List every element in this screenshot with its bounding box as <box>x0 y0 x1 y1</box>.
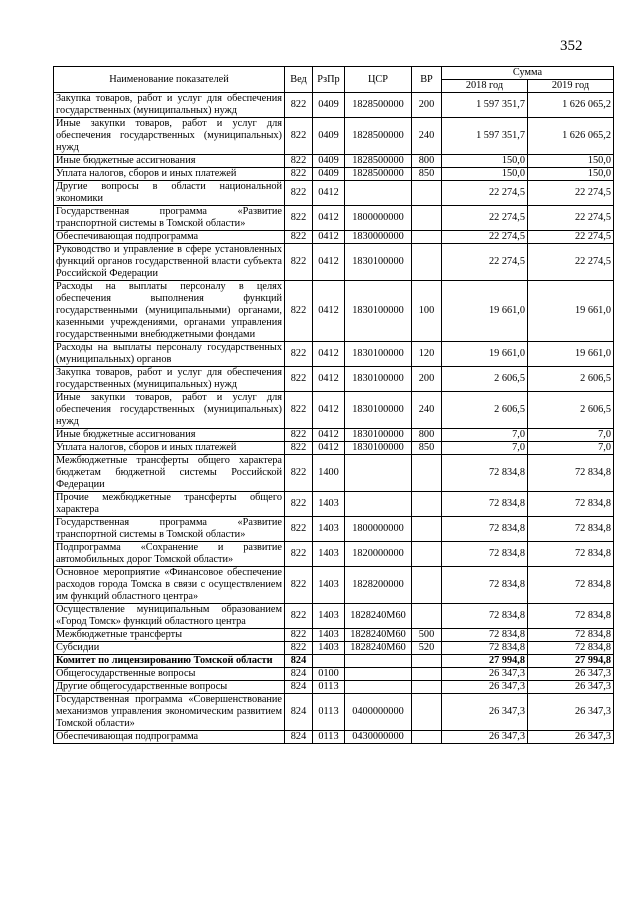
table-row <box>54 231 614 244</box>
row-name: Комитет по лицензированию Томской области <box>54 655 285 668</box>
row-vr: 240 <box>412 392 442 429</box>
row-sum-2019: 26 347,3 <box>528 694 614 731</box>
row-csr: 1828240М60 <box>345 629 412 642</box>
row-name: Расходы на выплаты персоналу в целях обеспечения выполнения функций государственными (муниципальными) органами, казенными учреждениями, органами управления государственными внебюджетными фондами <box>54 281 285 342</box>
row-csr: 1830100000 <box>345 442 412 455</box>
table-row <box>54 542 614 567</box>
row-sum-2019: 22 274,5 <box>528 181 614 206</box>
row-rzpr: 0409 <box>313 118 345 155</box>
row-csr <box>345 681 412 694</box>
row-sum-2019: 7,0 <box>528 429 614 442</box>
row-rzpr: 0412 <box>313 392 345 429</box>
row-ved: 822 <box>285 168 313 181</box>
table-row <box>54 681 614 694</box>
row-rzpr: 0412 <box>313 281 345 342</box>
row-csr <box>345 455 412 492</box>
row-rzpr: 0412 <box>313 367 345 392</box>
row-name: Иные закупки товаров, работ и услуг для обеспечения государственных (муниципальных) нужд <box>54 118 285 155</box>
row-vr <box>412 517 442 542</box>
row-vr <box>412 542 442 567</box>
row-ved: 822 <box>285 155 313 168</box>
row-name: Обеспечивающая подпрограмма <box>54 231 285 244</box>
table-row <box>54 429 614 442</box>
row-ved: 822 <box>285 281 313 342</box>
row-sum-2019: 1 626 065,2 <box>528 93 614 118</box>
row-vr <box>412 181 442 206</box>
row-sum-2018: 26 347,3 <box>442 731 528 744</box>
row-ved: 822 <box>285 442 313 455</box>
row-rzpr: 0409 <box>313 155 345 168</box>
row-csr: 1830100000 <box>345 244 412 281</box>
row-name: Государственная программа «Совершенствование механизмов управления экономическим развитием Томской области» <box>54 694 285 731</box>
row-ved: 822 <box>285 118 313 155</box>
row-sum-2019: 72 834,8 <box>528 542 614 567</box>
row-rzpr: 0113 <box>313 694 345 731</box>
row-csr: 1830000000 <box>345 231 412 244</box>
row-sum-2019: 150,0 <box>528 155 614 168</box>
row-ved: 822 <box>285 567 313 604</box>
row-ved: 822 <box>285 244 313 281</box>
row-vr <box>412 206 442 231</box>
header-year-2019: 2019 год <box>528 80 614 93</box>
row-name: Государственная программа «Развитие транспортной системы в Томской области» <box>54 206 285 231</box>
row-ved: 822 <box>285 604 313 629</box>
row-rzpr: 0113 <box>313 681 345 694</box>
row-vr: 850 <box>412 168 442 181</box>
row-csr <box>345 655 412 668</box>
row-rzpr: 1403 <box>313 629 345 642</box>
table-row <box>54 442 614 455</box>
header-name: Наименование показателей <box>54 67 285 93</box>
row-ved: 822 <box>285 231 313 244</box>
row-sum-2019: 19 661,0 <box>528 281 614 342</box>
row-sum-2018: 22 274,5 <box>442 231 528 244</box>
budget-table <box>53 66 614 744</box>
row-rzpr: 1403 <box>313 567 345 604</box>
row-name: Уплата налогов, сборов и иных платежей <box>54 442 285 455</box>
row-csr: 1830100000 <box>345 367 412 392</box>
row-csr: 1820000000 <box>345 542 412 567</box>
table-row <box>54 168 614 181</box>
page-number: 352 <box>560 38 583 54</box>
table-row <box>54 694 614 731</box>
row-sum-2019: 72 834,8 <box>528 604 614 629</box>
row-ved: 822 <box>285 206 313 231</box>
header-year-2018: 2018 год <box>442 80 528 93</box>
row-rzpr: 1403 <box>313 492 345 517</box>
row-rzpr: 0412 <box>313 342 345 367</box>
table-row <box>54 731 614 744</box>
row-rzpr: 1403 <box>313 542 345 567</box>
row-name: Руководство и управление в сфере установленных функций органов государственной власти субъекта Российской Федерации <box>54 244 285 281</box>
row-sum-2019: 72 834,8 <box>528 455 614 492</box>
row-sum-2018: 1 597 351,7 <box>442 93 528 118</box>
row-ved: 824 <box>285 694 313 731</box>
row-rzpr: 0409 <box>313 168 345 181</box>
table-row <box>54 93 614 118</box>
row-name: Субсидии <box>54 642 285 655</box>
table-row <box>54 281 614 342</box>
row-rzpr: 0412 <box>313 244 345 281</box>
row-sum-2018: 26 347,3 <box>442 694 528 731</box>
row-sum-2018: 72 834,8 <box>442 492 528 517</box>
row-sum-2018: 26 347,3 <box>442 681 528 694</box>
row-csr <box>345 492 412 517</box>
row-sum-2018: 150,0 <box>442 155 528 168</box>
table-row <box>54 155 614 168</box>
row-vr: 200 <box>412 367 442 392</box>
row-sum-2019: 22 274,5 <box>528 206 614 231</box>
row-sum-2018: 150,0 <box>442 168 528 181</box>
row-sum-2019: 72 834,8 <box>528 567 614 604</box>
row-vr <box>412 604 442 629</box>
row-ved: 822 <box>285 342 313 367</box>
row-sum-2019: 19 661,0 <box>528 342 614 367</box>
row-csr: 0400000000 <box>345 694 412 731</box>
table-row <box>54 367 614 392</box>
table-row <box>54 567 614 604</box>
row-name: Уплата налогов, сборов и иных платежей <box>54 168 285 181</box>
table-row <box>54 342 614 367</box>
row-rzpr: 0412 <box>313 442 345 455</box>
row-sum-2018: 72 834,8 <box>442 604 528 629</box>
row-vr <box>412 567 442 604</box>
table-row <box>54 668 614 681</box>
row-sum-2018: 72 834,8 <box>442 517 528 542</box>
row-sum-2018: 22 274,5 <box>442 206 528 231</box>
row-csr <box>345 668 412 681</box>
row-name: Прочие межбюджетные трансферты общего характера <box>54 492 285 517</box>
table-row <box>54 392 614 429</box>
row-sum-2019: 26 347,3 <box>528 668 614 681</box>
row-sum-2019: 2 606,5 <box>528 367 614 392</box>
row-sum-2019: 22 274,5 <box>528 244 614 281</box>
row-vr: 240 <box>412 118 442 155</box>
row-name: Государственная программа «Развитие транспортной системы в Томской области» <box>54 517 285 542</box>
header-vr: ВР <box>412 67 442 93</box>
row-name: Подпрограмма «Сохранение и развитие автомобильных дорог Томской области» <box>54 542 285 567</box>
row-ved: 824 <box>285 681 313 694</box>
row-sum-2018: 19 661,0 <box>442 281 528 342</box>
row-sum-2019: 150,0 <box>528 168 614 181</box>
row-name: Иные бюджетные ассигнования <box>54 155 285 168</box>
row-csr: 1828500000 <box>345 118 412 155</box>
row-ved: 822 <box>285 542 313 567</box>
row-csr: 1830100000 <box>345 392 412 429</box>
row-sum-2019: 22 274,5 <box>528 231 614 244</box>
row-ved: 822 <box>285 93 313 118</box>
row-ved: 822 <box>285 429 313 442</box>
row-sum-2019: 27 994,8 <box>528 655 614 668</box>
row-csr: 1800000000 <box>345 206 412 231</box>
row-ved: 824 <box>285 655 313 668</box>
row-csr: 1828240М60 <box>345 604 412 629</box>
row-csr: 1828500000 <box>345 93 412 118</box>
row-sum-2019: 2 606,5 <box>528 392 614 429</box>
row-ved: 822 <box>285 392 313 429</box>
row-name: Закупка товаров, работ и услуг для обеспечения государственных (муниципальных) нужд <box>54 93 285 118</box>
header-rzpr: РзПр <box>313 67 345 93</box>
row-csr: 1828200000 <box>345 567 412 604</box>
row-ved: 822 <box>285 367 313 392</box>
table-row <box>54 492 614 517</box>
header-ved: Вед <box>285 67 313 93</box>
row-vr <box>412 668 442 681</box>
row-ved: 822 <box>285 492 313 517</box>
row-rzpr <box>313 655 345 668</box>
table-row <box>54 604 614 629</box>
row-sum-2019: 72 834,8 <box>528 517 614 542</box>
table-row <box>54 655 614 668</box>
table-row <box>54 517 614 542</box>
row-name: Межбюджетные трансферты <box>54 629 285 642</box>
row-csr: 0430000000 <box>345 731 412 744</box>
row-sum-2018: 19 661,0 <box>442 342 528 367</box>
row-ved: 822 <box>285 642 313 655</box>
row-name: Осуществление муниципальным образованием «Город Томск» функций областного центра <box>54 604 285 629</box>
row-rzpr: 1403 <box>313 604 345 629</box>
row-ved: 822 <box>285 181 313 206</box>
row-vr <box>412 655 442 668</box>
row-vr <box>412 731 442 744</box>
row-ved: 824 <box>285 731 313 744</box>
row-rzpr: 0412 <box>313 231 345 244</box>
row-rzpr: 1403 <box>313 642 345 655</box>
row-sum-2018: 7,0 <box>442 442 528 455</box>
row-sum-2018: 72 834,8 <box>442 542 528 567</box>
row-rzpr: 0100 <box>313 668 345 681</box>
row-ved: 822 <box>285 629 313 642</box>
row-vr: 120 <box>412 342 442 367</box>
row-name: Обеспечивающая подпрограмма <box>54 731 285 744</box>
row-sum-2018: 72 834,8 <box>442 629 528 642</box>
row-csr: 1828500000 <box>345 168 412 181</box>
row-sum-2019: 72 834,8 <box>528 629 614 642</box>
header-csr: ЦСР <box>345 67 412 93</box>
row-vr <box>412 455 442 492</box>
table-row <box>54 642 614 655</box>
row-vr <box>412 244 442 281</box>
row-rzpr: 1400 <box>313 455 345 492</box>
row-sum-2018: 26 347,3 <box>442 668 528 681</box>
table-row <box>54 244 614 281</box>
row-name: Закупка товаров, работ и услуг для обеспечения государственных (муниципальных) нужд <box>54 367 285 392</box>
row-rzpr: 0113 <box>313 731 345 744</box>
row-vr <box>412 231 442 244</box>
row-ved: 822 <box>285 455 313 492</box>
row-name: Расходы на выплаты персоналу государственных (муниципальных) органов <box>54 342 285 367</box>
row-csr: 1830100000 <box>345 342 412 367</box>
row-vr <box>412 694 442 731</box>
row-name: Иные бюджетные ассигнования <box>54 429 285 442</box>
row-sum-2018: 72 834,8 <box>442 567 528 604</box>
row-name: Другие общегосударственные вопросы <box>54 681 285 694</box>
row-sum-2019: 7,0 <box>528 442 614 455</box>
row-rzpr: 0412 <box>313 206 345 231</box>
row-csr: 1830100000 <box>345 281 412 342</box>
row-csr: 1830100000 <box>345 429 412 442</box>
row-vr <box>412 681 442 694</box>
row-sum-2018: 22 274,5 <box>442 181 528 206</box>
table-body <box>54 93 614 744</box>
row-csr: 1800000000 <box>345 517 412 542</box>
table-row <box>54 118 614 155</box>
row-rzpr: 1403 <box>313 517 345 542</box>
row-sum-2019: 26 347,3 <box>528 731 614 744</box>
row-rzpr: 0412 <box>313 429 345 442</box>
row-csr: 1828240М60 <box>345 642 412 655</box>
table-row <box>54 455 614 492</box>
row-sum-2018: 1 597 351,7 <box>442 118 528 155</box>
row-sum-2018: 7,0 <box>442 429 528 442</box>
row-sum-2019: 1 626 065,2 <box>528 118 614 155</box>
table-row <box>54 181 614 206</box>
row-vr: 200 <box>412 93 442 118</box>
row-vr: 800 <box>412 155 442 168</box>
row-name: Основное мероприятие «Финансовое обеспечение расходов города Томска в связи с осуществлением им функций областного центра» <box>54 567 285 604</box>
row-vr: 500 <box>412 629 442 642</box>
row-rzpr: 0409 <box>313 93 345 118</box>
row-name: Межбюджетные трансферты общего характера бюджетам бюджетной системы Российской Федерации <box>54 455 285 492</box>
row-vr: 520 <box>412 642 442 655</box>
row-vr: 850 <box>412 442 442 455</box>
row-sum-2018: 2 606,5 <box>442 392 528 429</box>
row-sum-2018: 22 274,5 <box>442 244 528 281</box>
row-sum-2019: 72 834,8 <box>528 642 614 655</box>
row-sum-2019: 26 347,3 <box>528 681 614 694</box>
row-vr: 100 <box>412 281 442 342</box>
row-ved: 824 <box>285 668 313 681</box>
table-row <box>54 629 614 642</box>
row-vr <box>412 492 442 517</box>
row-name: Иные закупки товаров, работ и услуг для обеспечения государственных (муниципальных) нужд <box>54 392 285 429</box>
row-csr <box>345 181 412 206</box>
row-name: Другие вопросы в области национальной экономики <box>54 181 285 206</box>
row-sum-2018: 72 834,8 <box>442 642 528 655</box>
table-row <box>54 206 614 231</box>
row-sum-2018: 27 994,8 <box>442 655 528 668</box>
row-name: Общегосударственные вопросы <box>54 668 285 681</box>
row-vr: 800 <box>412 429 442 442</box>
row-ved: 822 <box>285 517 313 542</box>
row-sum-2018: 2 606,5 <box>442 367 528 392</box>
row-rzpr: 0412 <box>313 181 345 206</box>
row-sum-2018: 72 834,8 <box>442 455 528 492</box>
row-csr: 1828500000 <box>345 155 412 168</box>
header-sum: Сумма <box>442 67 614 80</box>
row-sum-2019: 72 834,8 <box>528 492 614 517</box>
